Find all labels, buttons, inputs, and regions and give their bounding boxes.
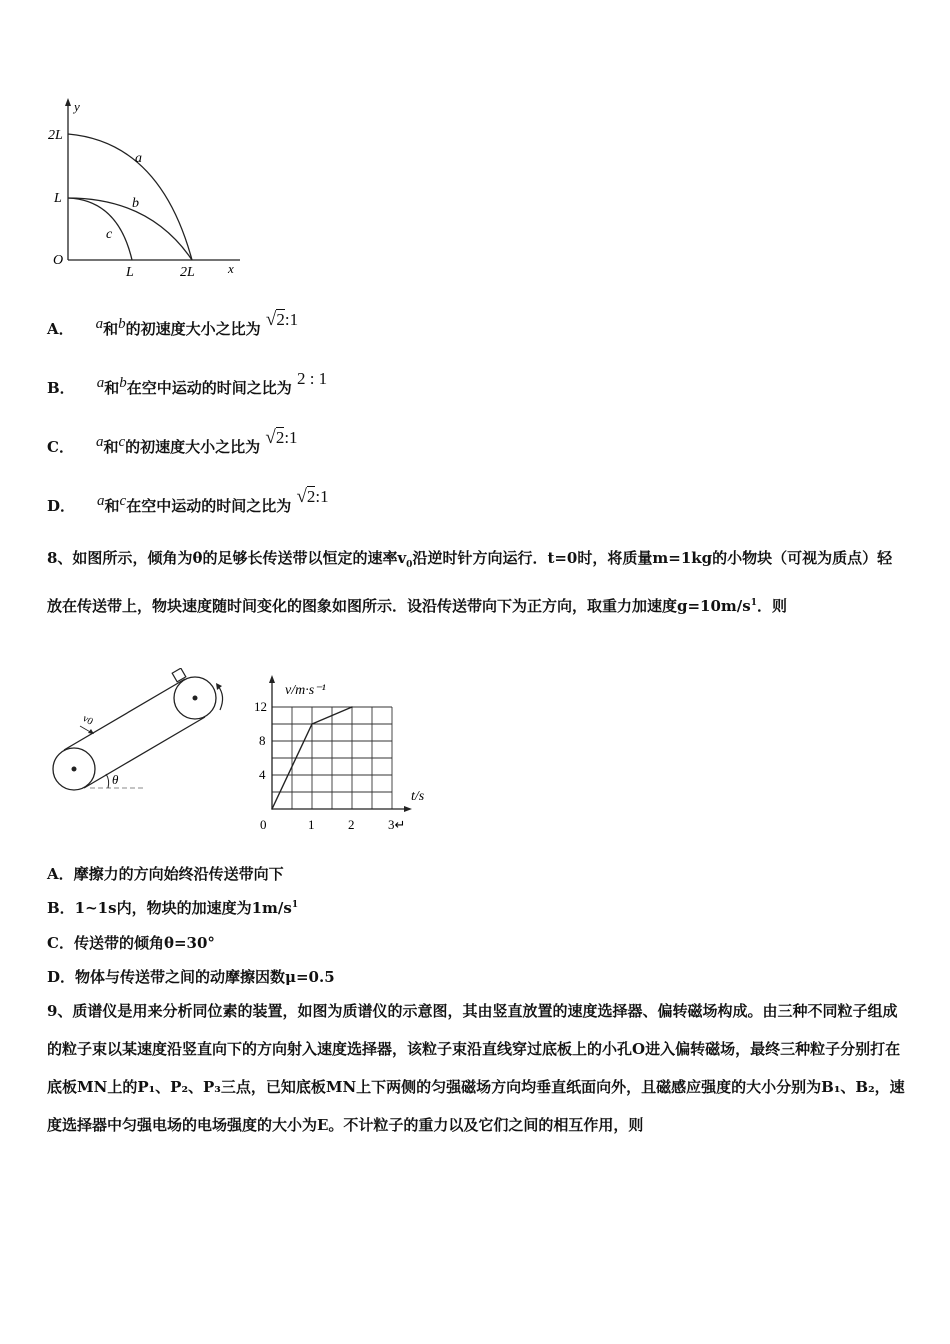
vt-data-point [351,706,353,708]
option-text: 的初速度大小之比为 [125,320,261,338]
option-var-2: b [119,375,127,391]
q8-stem [47,539,907,625]
option-ratio: √2:1 [265,309,299,330]
option-label: D． [47,497,76,515]
vt-ytick-label: 12 [254,699,267,714]
option-text: 的初速度大小之比为 [125,438,261,456]
vt-ylabel: v/m·s⁻¹ [285,683,326,698]
x-tick-2L: 2L [180,265,195,280]
option-sqrt-value: 2 [276,310,285,329]
vt-data-point [271,808,273,810]
q7-option-b [47,369,328,398]
option-text: 在空中运动的时间之比为 [126,497,292,515]
origin-label: O [53,253,64,268]
vt-graph [250,672,440,842]
option-label: A． [47,320,74,338]
vt-data-point [311,723,313,725]
option-var-2: b [118,316,126,332]
x-axis-label: x [228,261,234,276]
rotation-arrow-icon [216,683,222,690]
curve-a [68,134,192,260]
trajectory-figure [40,92,260,287]
curve-b-label: b [132,196,139,211]
q8-stem-sub: 0 [406,560,413,570]
option-ratio-tail: :1 [315,487,329,506]
q8-option-a [47,863,284,884]
q7-option-d [47,486,329,517]
option-ratio: √2:1 [265,427,298,448]
trajectory-svg [40,92,260,287]
q8-option-c [47,932,215,953]
option-var-1: a [96,375,105,391]
vt-ytick-label: 4 [259,767,266,782]
option-var-1: a [95,434,104,450]
option-and: 和 [104,497,120,515]
y-tick-2L: 2L [48,128,63,143]
q7-option-a [47,309,299,340]
option-var-1: a [95,316,104,332]
vt-xtick-label: 1 [308,817,315,832]
option-ratio: 2 : 1 [296,369,328,388]
option-text: C．传送带的倾角θ=30° [47,934,215,952]
option-sqrt-value: 2 [306,487,316,506]
lower-pulley-axle [72,767,77,772]
option-sup: 1 [291,900,299,910]
option-text: A．摩擦力的方向始终沿传送带向下 [47,865,284,883]
belt-figure [50,668,240,798]
vt-xtick-label: 2 [348,817,355,832]
option-label: B． [47,379,75,397]
option-var-2: c [119,493,127,509]
x-tick-L: L [126,265,134,280]
option-and: 和 [104,379,120,397]
curve-c [68,198,132,260]
option-var-1: a [97,493,105,509]
q8-option-d [47,966,335,987]
y-axis-label: y [74,99,80,114]
option-var-2: c [118,434,126,450]
vt-y-arrow-icon [269,675,275,683]
vt-origin: 0 [260,817,267,832]
option-ratio: √2:1 [296,486,329,507]
q8-stem-part-2: 沿逆时针方向运行．t=0时，将质量m=1kg的小物块（可视为质点）轻放在传送带上，物块速度随时间变化的图象如图所示．设沿传送带向下为正方向，取重力加速度g=10m/s [47,549,893,615]
option-ratio-tail: :1 [284,428,298,447]
rotation-arc [218,686,223,710]
vt-grid [272,707,392,809]
option-sqrt-value: 2 [275,428,285,447]
theta-label: θ [112,772,119,787]
q8-stem-part-3: ．则 [757,597,788,615]
option-text: D．物体与传送带之间的动摩擦因数μ=0.5 [47,968,335,986]
vt-xlabel: t/s [411,789,425,804]
option-text: 在空中运动的时间之比为 [126,379,292,397]
vt-ticks [254,699,405,832]
option-ratio-tail: :1 [284,310,299,329]
vt-xtick-label: 3↵ [388,817,406,832]
option-text: B．1~1s内，物块的加速度为1m/s [47,899,292,917]
upper-pulley-axle [193,696,198,701]
q9-stem: 9、质谱仪是用来分析同位素的装置，如图为质谱仪的示意图，其由竖直放置的速度选择器、偏转磁场构成。由三种不同粒子组成的粒子束以某速度沿竖直向下的方向射入速度选择器，该粒子束沿直线穿过底板上的小孔O进入偏转磁场，最终三种粒子分别打在底板MN上的P₁、P₂、P₃三点，已知底板MN上下两侧的匀强磁场方向均垂直纸面向外，且磁感应强度的大小分别为B₁、B₂，速度选择器中匀强电场的电场强度的大小为E。不计粒子的重力以及它们之间的相互作用，则 [47,1002,905,1134]
vt-ytick-label: 8 [259,733,266,748]
q8-option-b [47,897,298,918]
option-label: C． [47,438,74,456]
y-axis-arrow-icon [65,98,71,106]
curve-c-label: c [106,227,113,242]
vt-graph-svg [250,672,440,842]
q7-option-c [47,427,298,458]
curve-a-label: a [135,151,142,166]
theta-arc [106,774,109,788]
belt-svg [50,668,240,798]
v0-label: v0 [80,713,95,728]
q8-stem-part-1: 8、如图所示，倾角为θ的足够长传送带以恒定的速率v [47,549,407,567]
q8-stem-sup: 1 [750,598,757,608]
option-and: 和 [103,438,119,456]
option-and: 和 [103,320,119,338]
vt-x-arrow-icon [404,806,412,812]
y-tick-L: L [54,191,62,206]
